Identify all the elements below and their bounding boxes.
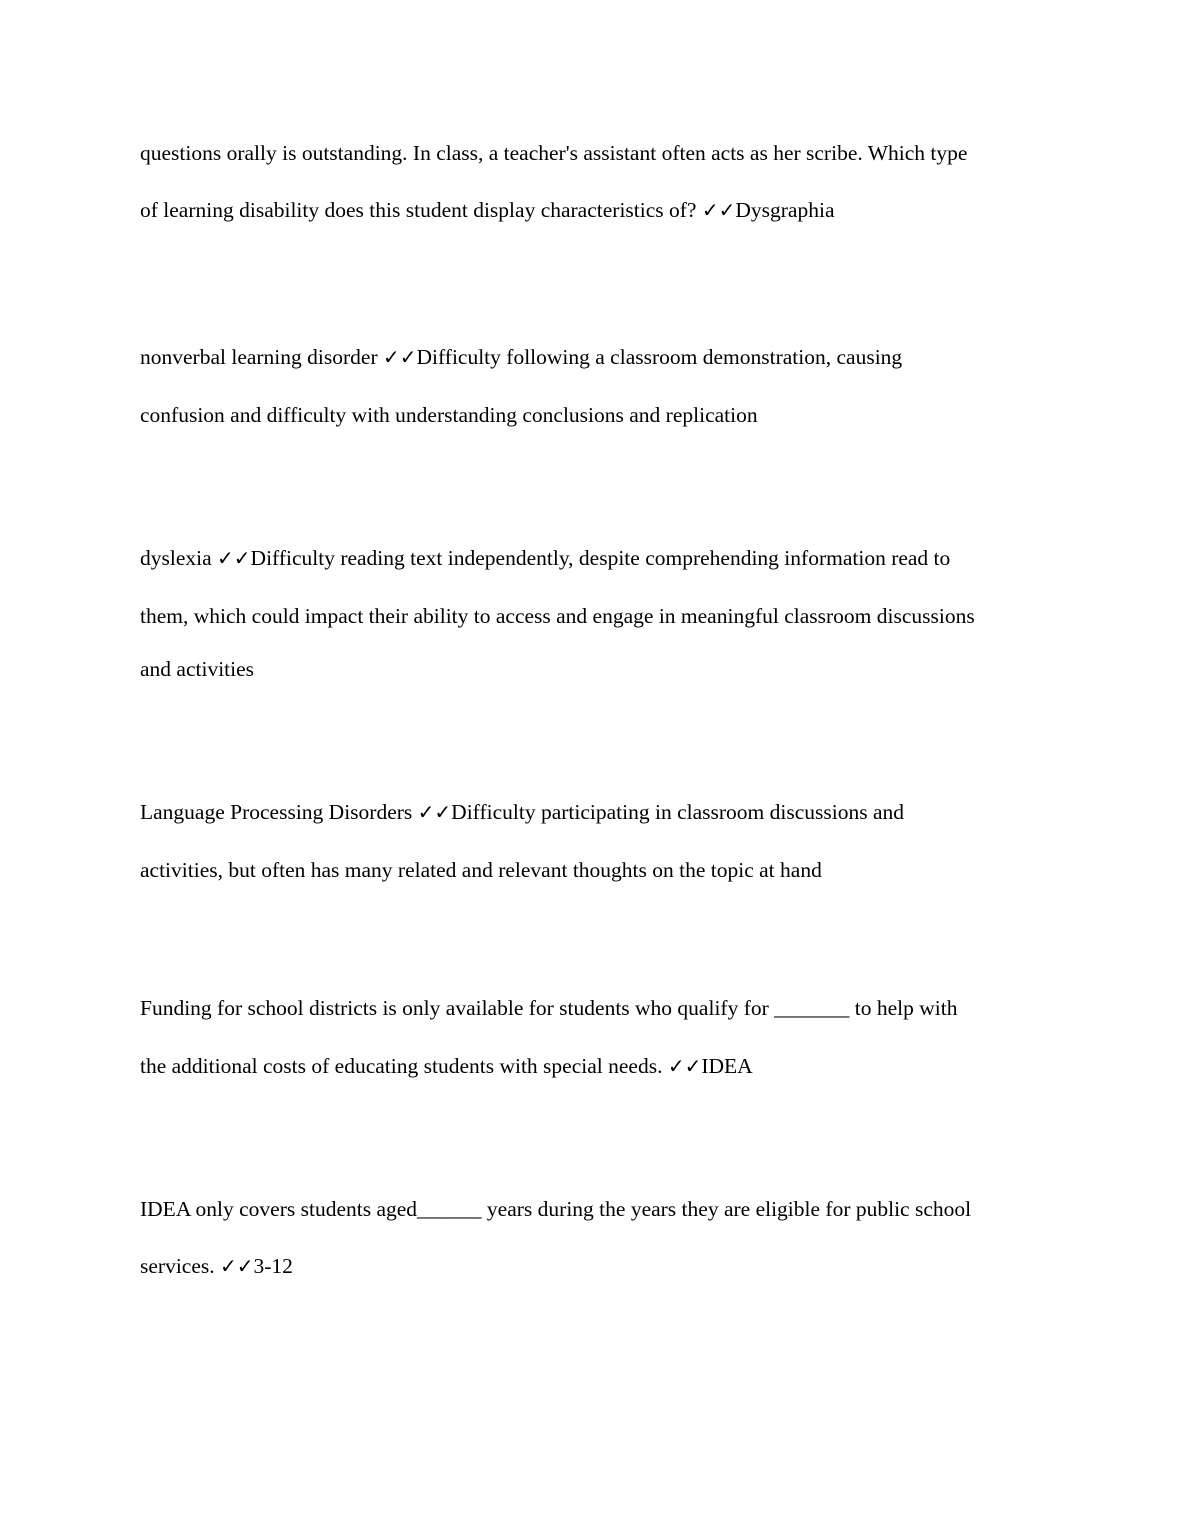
entry-line bbox=[140, 860, 822, 882]
entry-line bbox=[140, 1199, 971, 1221]
definition-text: them, which could impact their ability to access and engage in meaningful classroom discussions bbox=[140, 604, 975, 628]
definition-text: confusion and difficulty with understanding conclusions and replication bbox=[140, 403, 758, 427]
answer-text: 3-12 bbox=[253, 1254, 293, 1278]
double-check-icon: ✓✓ bbox=[220, 1254, 254, 1278]
question-text: the additional costs of educating students with special needs. bbox=[140, 1054, 668, 1078]
double-check-icon: ✓✓ bbox=[217, 546, 251, 570]
term-text: dyslexia bbox=[140, 546, 218, 570]
term-text: Language Processing Disorders bbox=[140, 800, 418, 824]
double-check-icon: ✓✓ bbox=[383, 345, 417, 369]
definition-text: Difficulty participating in classroom discussions and bbox=[451, 800, 904, 824]
term-text: nonverbal learning disorder bbox=[140, 345, 383, 369]
answer-text: Dysgraphia bbox=[735, 198, 835, 222]
question-text: IDEA only covers students aged______ years during the years they are eligible for public school bbox=[140, 1197, 972, 1221]
definition-text: Difficulty following a classroom demonstration, causing bbox=[416, 345, 903, 369]
definition-text: activities, but often has many related and relevant thoughts on the topic at hand bbox=[140, 858, 822, 882]
question-text: of learning disability does this student display characteristics of? bbox=[140, 198, 702, 222]
entry-line bbox=[140, 802, 904, 824]
entry-line bbox=[140, 143, 967, 165]
definition-text: and activities bbox=[140, 657, 255, 681]
double-check-icon: ✓✓ bbox=[417, 800, 452, 824]
double-check-icon: ✓✓ bbox=[701, 198, 736, 222]
entry-line bbox=[140, 405, 758, 427]
question-text: questions orally is outstanding. In class, a teacher's assistant often acts as her scribe. Which type bbox=[140, 141, 968, 165]
entry-line bbox=[140, 1256, 293, 1278]
double-check-icon: ✓✓ bbox=[667, 1054, 702, 1078]
entry-line bbox=[140, 1056, 753, 1078]
question-text: services. bbox=[140, 1254, 220, 1278]
entry-line bbox=[140, 200, 835, 222]
entry-line bbox=[140, 606, 975, 628]
entry-line bbox=[140, 548, 950, 570]
entry-line bbox=[140, 347, 902, 369]
definition-text: Difficulty reading text independently, despite comprehending information read to bbox=[250, 546, 951, 570]
entry-line bbox=[140, 998, 958, 1020]
answer-text: IDEA bbox=[701, 1054, 753, 1078]
entry-line bbox=[140, 659, 254, 681]
question-text: Funding for school districts is only available for students who qualify for _______ to help with bbox=[140, 996, 958, 1020]
